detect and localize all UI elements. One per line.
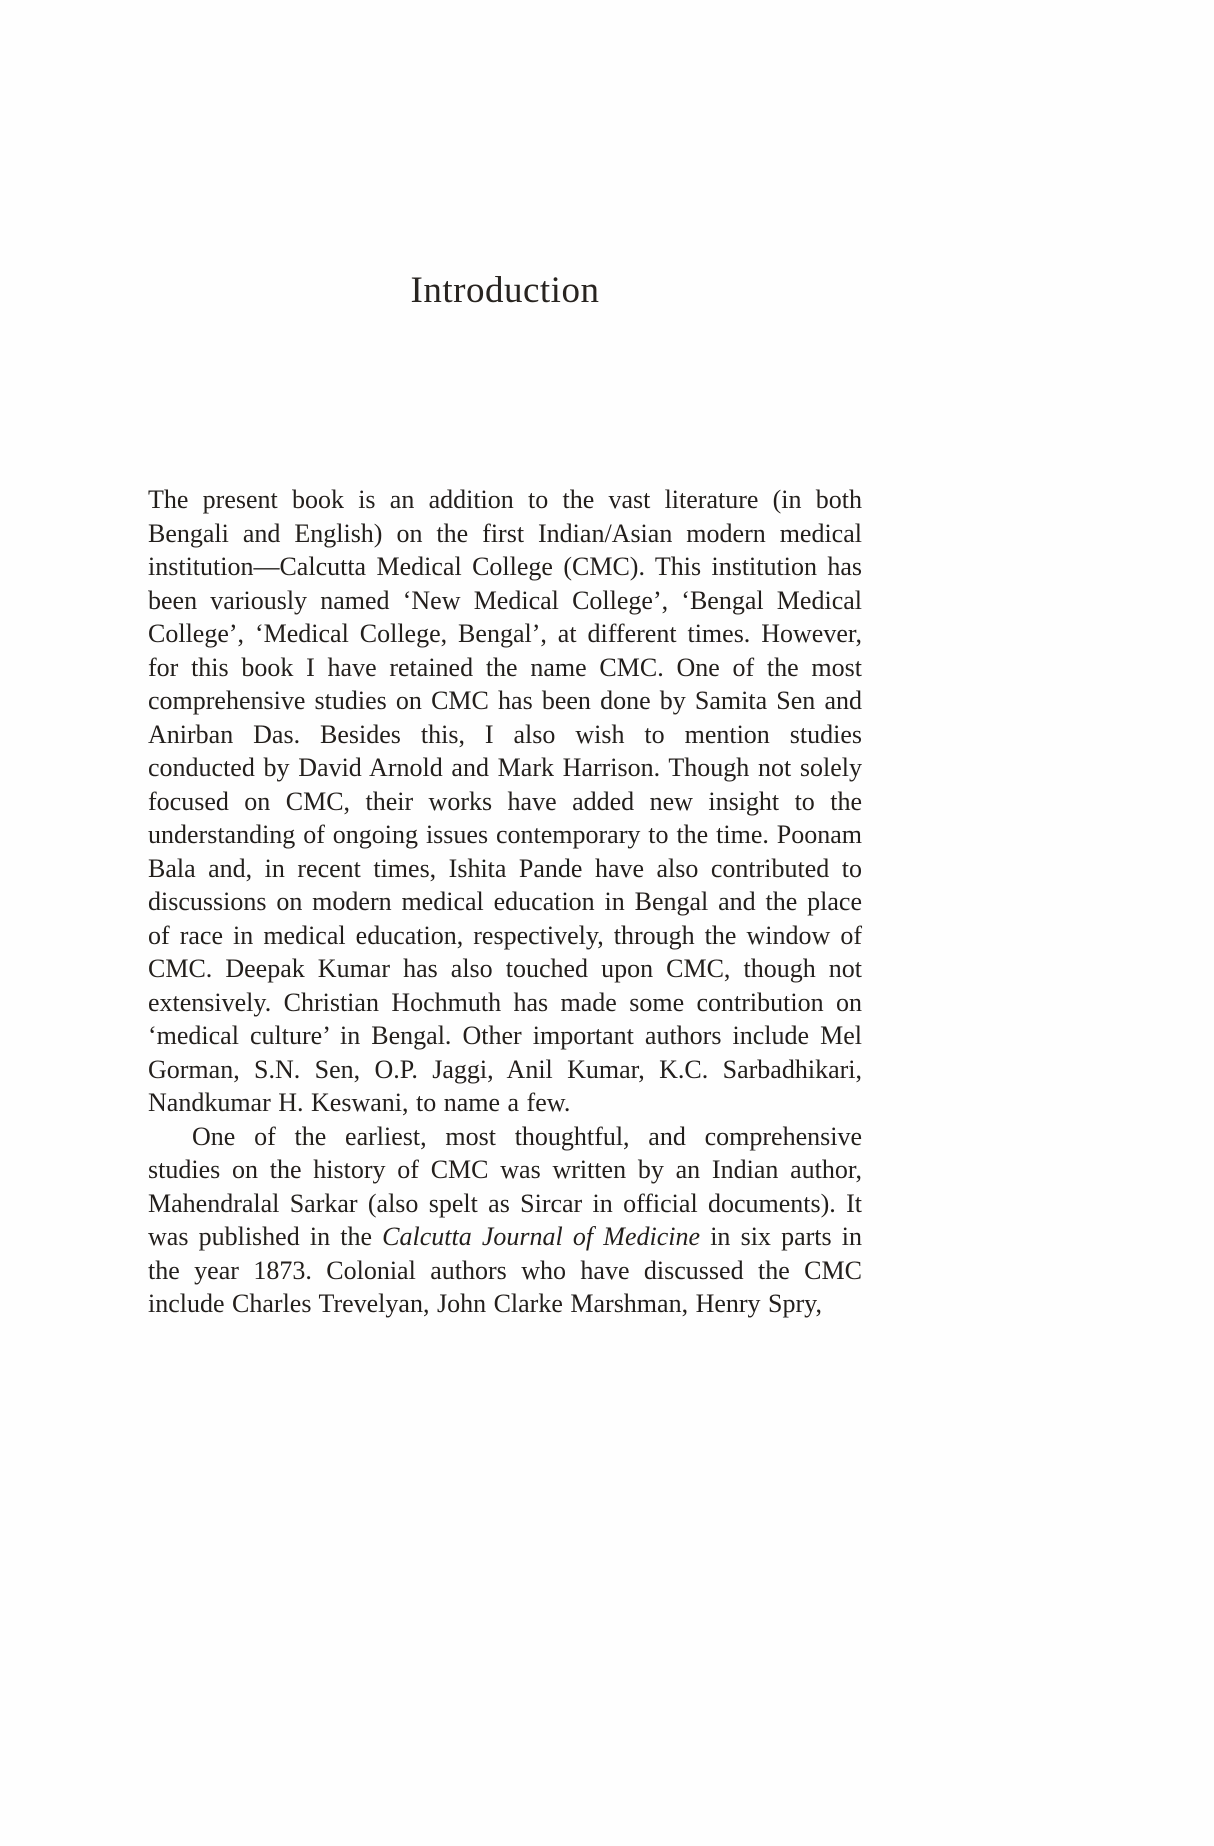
paragraph-2 <box>148 1120 862 1321</box>
journal-title-italic: Calcutta Journal of Medicine <box>382 1222 701 1251</box>
chapter-title: Introduction <box>410 270 600 311</box>
text-block <box>148 483 862 1321</box>
paragraph-2-text-post: in six parts in the year 1873. Colonial authors who have discussed the CMC include Charles Trevelyan, John Clarke Marshman, Henry Spry, <box>148 1222 862 1318</box>
paragraph-2-text-pre: One of the earliest, most thoughtful, and comprehensive studies on the history of CMC was written by an Indian author, Mahendralal Sarkar (also spelt as Sircar in official documents). It was published in the <box>148 1121 862 1251</box>
paragraph-1: The present book is an addition to the vast literature (in both Bengali and English) on the first Indian/Asian modern medical institution—Calcutta Medical College (CMC). This institution has been variously named ‘New Medical College’, ‘Bengal Medical College’, ‘Medical College, Bengal’, at different times. However, for this book I have retained the name CMC. One of the most comprehensive studies on CMC has been done by Samita Sen and Anirban Das. Besides this, I also wish to mention studies conducted by David Arnold and Mark Harrison. Though not solely focused on CMC, their works have added new insight to the understanding of ongoing issues contemporary to the time. Poonam Bala and, in recent times, Ishita Pande have also contributed to discussions on modern medical education in Bengal and the place of race in medical education, respectively, through the window of CMC. Deepak Kumar has also touched upon CMC, though not extensively. Christian Hochmuth has made some contribution on ‘medical culture’ in Bengal. Other important authors include Mel Gorman, S.N. Sen, O.P. Jaggi, Anil Kumar, K.C. Sarbadhikari, Nandkumar H. Keswani, to name a few. <box>148 485 862 1117</box>
